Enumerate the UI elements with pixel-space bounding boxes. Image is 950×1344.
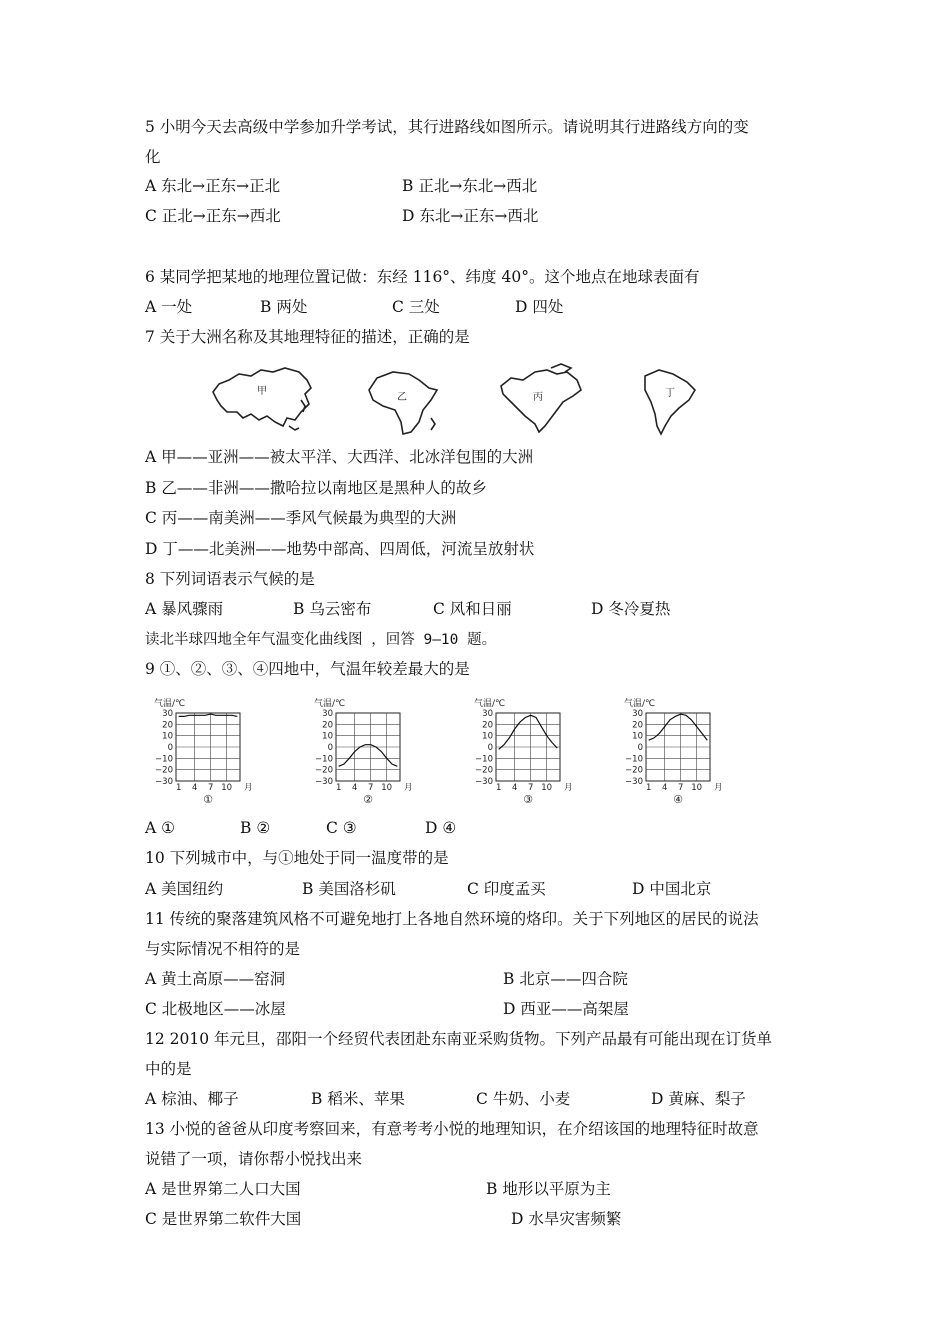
- q13-option-d: D 水旱灾害频繁: [511, 1210, 622, 1228]
- climate-charts: [140, 695, 740, 810]
- q8-option-a: A 暴风骤雨: [145, 600, 224, 618]
- climate-x-tick: 10: [221, 783, 233, 793]
- climate-x-tick: 1: [495, 783, 502, 793]
- q12-option-a: A 棕油、椰子: [145, 1090, 239, 1108]
- q10-option-c: C 印度孟买: [467, 880, 546, 898]
- continent-label-yi: 乙: [397, 392, 407, 403]
- q12-option-b: B 稻米、苹果: [311, 1090, 405, 1108]
- climate-y-tick: 30: [632, 709, 643, 719]
- q6-option-d: D 四处: [515, 298, 564, 316]
- climate-x-tick: 10: [381, 783, 393, 793]
- q13-option-c: C 是世界第二软件大国: [145, 1210, 302, 1228]
- climate-y-tick: 10: [632, 731, 643, 742]
- climate-y-tick: −10: [155, 754, 173, 765]
- climate-y-tick: −30: [625, 777, 643, 787]
- q5-option-b: B 正北→东北→西北: [402, 177, 538, 195]
- climate-chart-3: [474, 697, 573, 806]
- climate-x-tick: 4: [351, 783, 358, 793]
- climate-x-tick: 7: [367, 783, 374, 793]
- climate-y-tick: −20: [155, 765, 173, 776]
- q6-option-c: C 三处: [392, 298, 440, 316]
- q8-stem: 8 下列词语表示气候的是: [145, 570, 315, 588]
- climate-y-tick: −20: [475, 765, 493, 776]
- q11-stem-line2: 与实际情况不相符的是: [145, 940, 301, 958]
- q8-option-b: B 乌云密布: [293, 600, 372, 618]
- climate-chart-2: [314, 697, 413, 806]
- climate-curve-3: [499, 715, 558, 749]
- q9-stem: 9 ①、②、③、④四地中，气温年较差最大的是: [145, 660, 470, 678]
- climate-y-tick: −20: [315, 765, 333, 776]
- q7-option-d: D 丁——北美洲——地势中部高、四周低，河流呈放射状: [145, 540, 535, 558]
- climate-y-tick: 10: [162, 731, 173, 742]
- climate-y-tick: −10: [475, 754, 493, 765]
- q9-option-d: D ④: [425, 819, 457, 837]
- climate-x-unit: 月: [714, 783, 723, 793]
- climate-x-tick: 4: [191, 783, 198, 793]
- continent-map-jia: [213, 368, 311, 430]
- climate-y-tick: 10: [322, 731, 333, 742]
- climate-y-tick: 30: [322, 709, 333, 719]
- climate-chart-4: [624, 697, 723, 806]
- q5-option-c: C 正北→正东→西北: [145, 207, 281, 225]
- q12-stem-line2: 中的是: [145, 1060, 192, 1078]
- climate-x-tick: 1: [645, 783, 652, 793]
- climate-y-tick: −30: [475, 777, 493, 787]
- climate-chart-label: ②: [363, 793, 373, 806]
- climate-y-title: 气温/℃: [624, 699, 656, 709]
- climate-y-title: 气温/℃: [474, 699, 506, 709]
- continent-map-ding: [645, 370, 695, 434]
- climate-chart-1: [154, 697, 253, 806]
- q10-option-b: B 美国洛杉矶: [302, 880, 396, 898]
- climate-x-tick: 10: [691, 783, 703, 793]
- climate-x-tick: 7: [677, 783, 684, 793]
- climate-y-tick: 0: [167, 743, 173, 753]
- continent-maps: [205, 360, 725, 440]
- q9-option-a: A ①: [145, 819, 176, 837]
- climate-x-unit: 月: [564, 783, 573, 793]
- q11-stem-line1: 11 传统的聚落建筑风格不可避免地打上各地自然环境的烙印。关于下列地区的居民的说法: [145, 910, 759, 928]
- q11-option-d: D 西亚——高架屋: [503, 1000, 629, 1018]
- q12-option-c: C 牛奶、小麦: [476, 1090, 571, 1108]
- climate-y-tick: 0: [327, 743, 333, 753]
- climate-y-tick: 30: [162, 709, 173, 719]
- q7-option-a: A 甲——亚洲——被太平洋、大西洋、北冰洋包围的大洲: [145, 448, 534, 466]
- q6-option-b: B 两处: [260, 298, 308, 316]
- climate-y-tick: 30: [482, 709, 493, 719]
- q7-option-b: B 乙——非洲——撒哈拉以南地区是黑种人的故乡: [145, 479, 487, 497]
- continent-label-jia: 甲: [257, 386, 267, 397]
- climate-y-tick: 0: [637, 743, 643, 753]
- climate-x-tick: 1: [175, 783, 182, 793]
- climate-y-tick: 20: [482, 720, 493, 731]
- q11-option-b: B 北京——四合院: [503, 970, 628, 988]
- q5-stem-line1: 5 小明今天去高级中学参加升学考试，其行进路线如图所示。请说明其行进路线方向的变: [145, 118, 749, 136]
- q11-option-a: A 黄土高原——窑洞: [145, 970, 286, 988]
- climate-y-tick: 10: [482, 731, 493, 742]
- q7-option-c: C 丙——南美洲——季风气候最为典型的大洲: [145, 509, 457, 527]
- q5-option-d: D 东北→正东→西北: [402, 207, 539, 225]
- q9-10-intro: 读北半球四地全年气温变化曲线图 ，回答 9—10 题。: [145, 632, 497, 648]
- q13-option-b: B 地形以平原为主: [486, 1180, 611, 1198]
- climate-y-tick: 20: [632, 720, 643, 731]
- climate-curve-1: [179, 714, 238, 716]
- continent-label-bing: 丙: [533, 392, 543, 403]
- climate-x-tick: 4: [661, 783, 668, 793]
- climate-y-tick: −20: [625, 765, 643, 776]
- q9-option-b: B ②: [240, 819, 271, 837]
- climate-chart-label: ①: [203, 793, 213, 806]
- q10-option-d: D 中国北京: [632, 880, 712, 898]
- climate-y-tick: −10: [625, 754, 643, 765]
- climate-y-tick: 20: [322, 720, 333, 731]
- climate-x-tick: 7: [207, 783, 214, 793]
- q10-option-a: A 美国纽约: [145, 880, 224, 898]
- climate-y-title: 气温/℃: [314, 699, 346, 709]
- climate-x-tick: 7: [527, 783, 534, 793]
- q8-option-c: C 风和日丽: [433, 600, 512, 618]
- q9-option-c: C ③: [326, 819, 357, 837]
- climate-curve-2: [339, 745, 398, 767]
- climate-y-tick: −10: [315, 754, 333, 765]
- q6-stem: 6 某同学把某地的地理位置记做：东经 116°、纬度 40°。这个地点在地球表面有: [145, 268, 700, 286]
- climate-x-tick: 1: [335, 783, 342, 793]
- climate-y-tick: 0: [487, 743, 493, 753]
- q6-option-a: A 一处: [145, 298, 193, 316]
- climate-x-unit: 月: [404, 783, 413, 793]
- climate-y-tick: −30: [315, 777, 333, 787]
- q5-stem-line2: 化: [145, 148, 161, 166]
- climate-chart-label: ③: [523, 793, 533, 806]
- climate-chart-label: ④: [673, 793, 683, 806]
- climate-curve-4: [649, 714, 708, 740]
- q11-option-c: C 北极地区——冰屋: [145, 1000, 286, 1018]
- continent-map-yi: [369, 372, 437, 434]
- climate-y-title: 气温/℃: [154, 699, 186, 709]
- q5-option-a: A 东北→正东→正北: [145, 177, 281, 195]
- q8-option-d: D 冬冷夏热: [591, 600, 671, 618]
- climate-y-tick: −30: [155, 777, 173, 787]
- continent-label-ding: 丁: [665, 388, 675, 399]
- climate-x-unit: 月: [244, 783, 253, 793]
- climate-x-tick: 4: [511, 783, 518, 793]
- q13-option-a: A 是世界第二人口大国: [145, 1180, 301, 1198]
- q13-stem-line1: 13 小悦的爸爸从印度考察回来，有意考考小悦的地理知识，在介绍该国的地理特征时故意: [145, 1120, 759, 1138]
- q12-option-d: D 黄麻、梨子: [651, 1090, 746, 1108]
- continent-map-bing: [501, 364, 581, 432]
- climate-y-tick: 20: [162, 720, 173, 731]
- q7-stem: 7 关于大洲名称及其地理特征的描述，正确的是: [145, 328, 470, 346]
- q13-stem-line2: 说错了一项，请你帮小悦找出来: [145, 1150, 363, 1168]
- q10-stem: 10 下列城市中，与①地处于同一温度带的是: [145, 849, 449, 867]
- q12-stem-line1: 12 2010 年元旦，邵阳一个经贸代表团赴东南亚采购货物。下列产品最有可能出现在订货单: [145, 1030, 773, 1048]
- climate-x-tick: 10: [541, 783, 553, 793]
